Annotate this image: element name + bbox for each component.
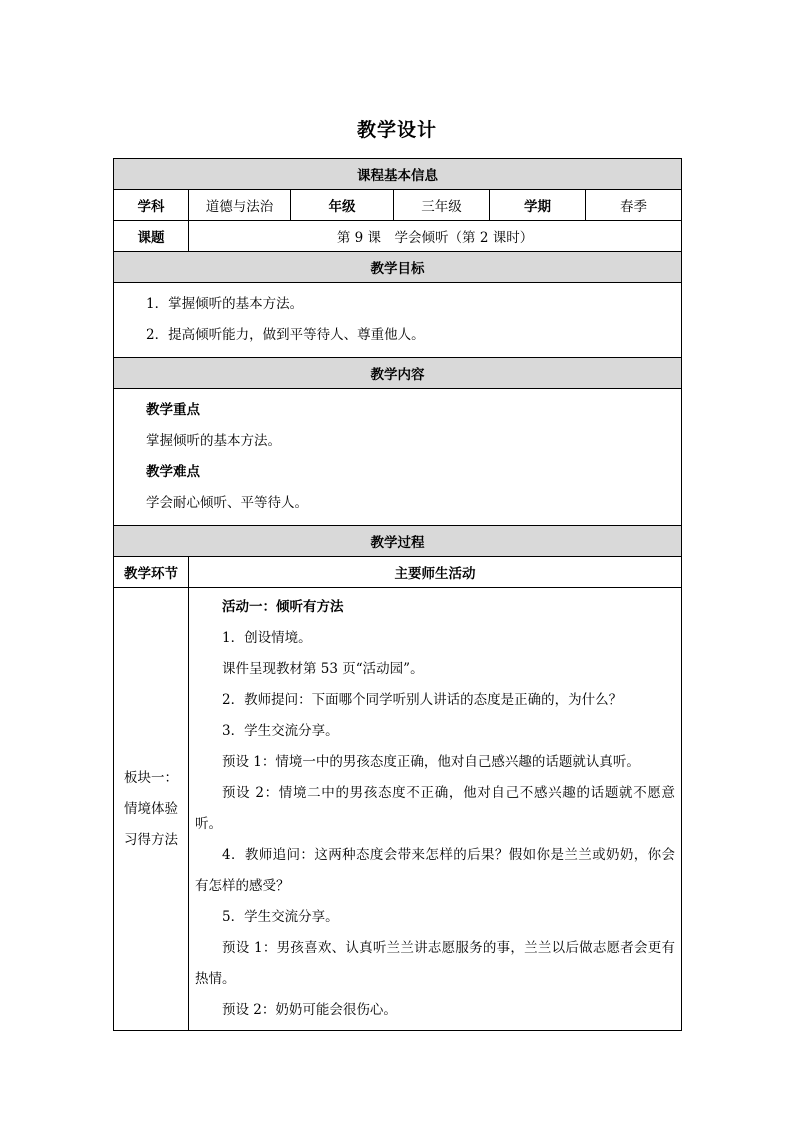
stage-column-header: 教学环节 [114, 557, 189, 588]
lesson-plan-table [113, 158, 682, 1031]
objectives-header: 教学目标 [114, 252, 682, 283]
objectives-list [114, 283, 682, 358]
activity-line: 3．学生交流分享。 [222, 723, 339, 739]
activity-content [189, 588, 682, 1031]
activity-line: 课件呈现教材第 53 页“活动园”。 [222, 661, 424, 677]
subject-value: 道德与法治 [189, 190, 291, 221]
topic-value: 第 9 课 学会倾听（第 2 课时） [189, 221, 682, 252]
process-header-row [114, 526, 682, 557]
basic-info-row [114, 190, 682, 221]
objectives-header-row [114, 252, 682, 283]
activity-line: 预设 1：男孩喜欢、认真听兰兰讲志愿服务的事，兰兰以后做志愿者会更有热情。 [195, 940, 676, 987]
content-row [114, 389, 682, 526]
objective-item: 2．提高倾听能力，做到平等待人、尊重他人。 [146, 327, 425, 343]
stage-name-line: 板块一： [124, 769, 178, 786]
activity-title: 活动一：倾听有方法 [222, 599, 344, 615]
activity-line: 预设 1：情境一中的男孩态度正确，他对自己感兴趣的话题就认真听。 [222, 754, 640, 770]
process-stage-row [114, 588, 682, 1031]
basic-info-header: 课程基本信息 [114, 159, 682, 190]
content-header-row [114, 358, 682, 389]
activity-line: 预设 2：奶奶可能会很伤心。 [222, 1002, 397, 1018]
process-columns-row [114, 557, 682, 588]
activity-column-header: 主要师生活动 [189, 557, 682, 588]
content-header: 教学内容 [114, 358, 682, 389]
activity-line: 2．教师提问：下面哪个同学听别人讲话的态度是正确的，为什么？ [222, 692, 623, 708]
key-point-text: 掌握倾听的基本方法。 [146, 433, 281, 449]
content-body [114, 389, 682, 526]
objectives-row [114, 283, 682, 358]
topic-row [114, 221, 682, 252]
activity-line: 5．学生交流分享。 [222, 909, 339, 925]
grade-label: 年级 [291, 190, 394, 221]
stage-name-line: 习得方法 [124, 831, 178, 848]
grade-value: 三年级 [394, 190, 490, 221]
subject-label: 学科 [114, 190, 189, 221]
key-point-label: 教学重点 [146, 402, 200, 418]
activity-line: 预设 2：情境二中的男孩态度不正确，他对自己不感兴趣的话题就不愿意听。 [195, 785, 676, 832]
difficult-point-text: 学会耐心倾听、平等待人。 [146, 495, 308, 511]
term-label: 学期 [490, 190, 586, 221]
basic-info-header-row [114, 159, 682, 190]
stage-name [114, 588, 189, 1031]
stage-name-line: 情境体验 [124, 800, 178, 817]
topic-label: 课题 [114, 221, 189, 252]
document-title: 教学设计 [356, 119, 437, 141]
activity-line: 4．教师追问：这两种态度会带来怎样的后果？假如你是兰兰或奶奶，你会有怎样的感受？ [195, 847, 676, 894]
difficult-point-label: 教学难点 [146, 464, 200, 480]
term-value: 春季 [586, 190, 682, 221]
objective-item: 1．掌握倾听的基本方法。 [146, 296, 304, 312]
process-header: 教学过程 [114, 526, 682, 557]
activity-line: 1．创设情境。 [222, 630, 312, 646]
